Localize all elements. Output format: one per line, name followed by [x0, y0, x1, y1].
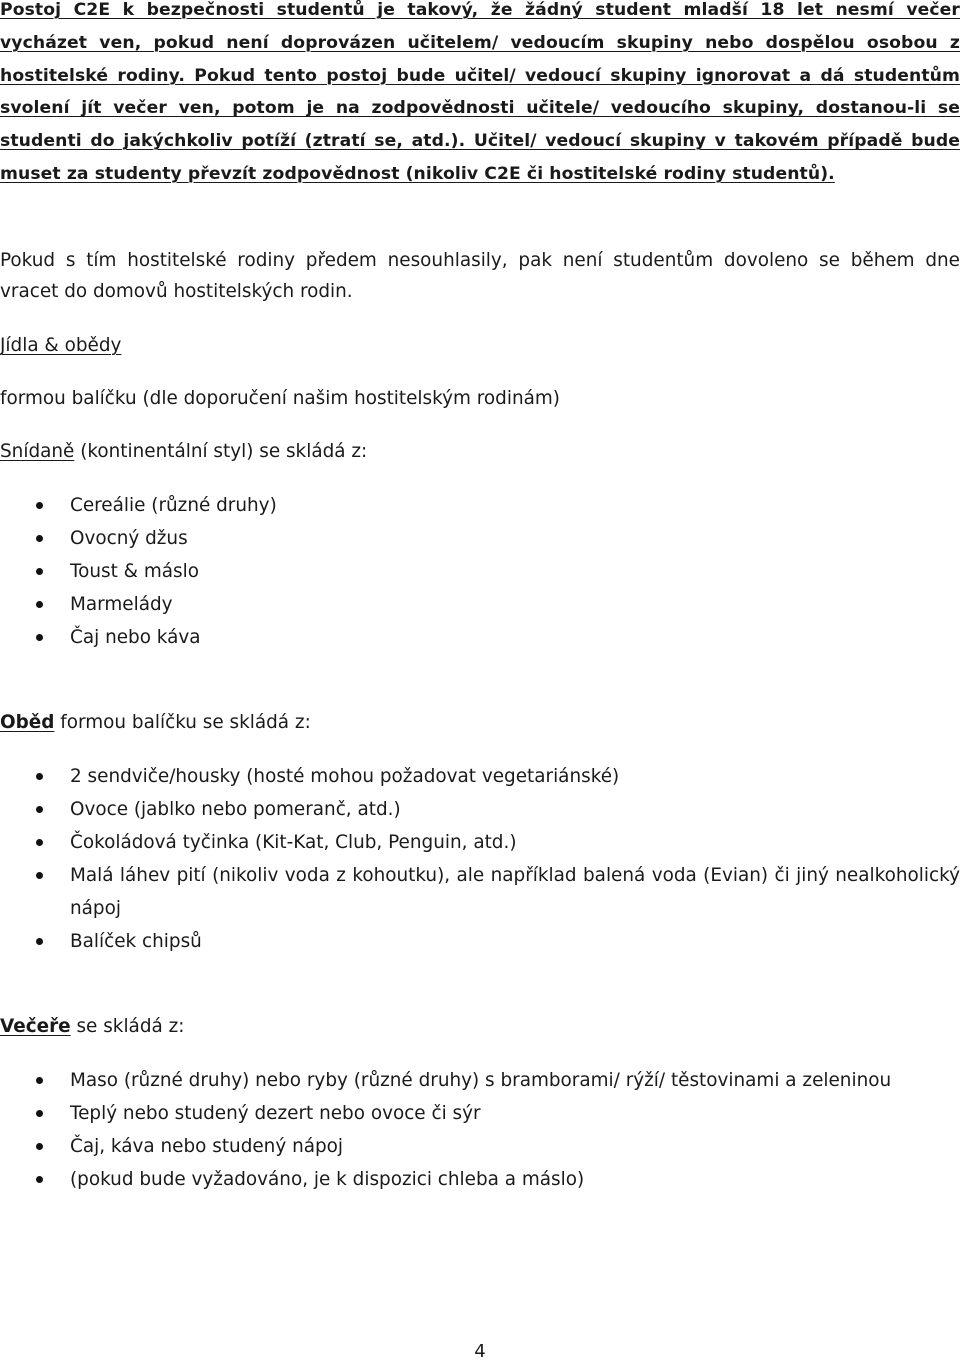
list-item: 2 sendviče/housky (hosté mohou požadovat vegetariánské)	[0, 760, 960, 793]
bullet-icon	[36, 568, 43, 575]
bullet-icon	[36, 535, 43, 542]
lunch-label: Oběd	[0, 712, 55, 733]
breakfast-heading	[0, 440, 367, 464]
list-item: Čokoládová tyčinka (Kit-Kat, Club, Penguin, atd.)	[0, 826, 960, 859]
bullet-icon	[36, 1077, 43, 1084]
dinner-heading	[0, 1015, 184, 1039]
lunch-heading	[0, 711, 311, 735]
bullet-icon	[36, 1143, 43, 1150]
safety-policy-underlined-text: Postoj C2E k bezpečnosti studentů je takový, že žádný student mladší 18 let nesmí večer vycházet ven, pokud není doprovázen učitelem/ vedoucím skupiny nebo dospělou osobou z hostitelské rodiny.	[0, 0, 960, 86]
bullet-icon	[36, 1110, 43, 1117]
bullet-icon	[36, 806, 43, 813]
page-number: 4	[474, 1341, 486, 1362]
bullet-icon	[36, 938, 43, 945]
bullet-icon	[36, 601, 43, 608]
list-item: Čaj, káva nebo studený nápoj	[0, 1130, 960, 1163]
list-item: (pokud bude vyžadováno, je k dispozici chleba a máslo)	[0, 1163, 960, 1196]
bullet-icon	[36, 773, 43, 780]
meals-heading-text: Jídla & obědy	[0, 335, 122, 356]
meals-subheading: formou balíčku (dle doporučení našim hostitelským rodinám)	[0, 388, 560, 409]
safety-policy-paragraph	[0, 0, 960, 191]
dinner-rest: se skládá z:	[70, 1016, 185, 1037]
list-item: Malá láhev pití (nikoliv voda z kohoutku), ale například balená voda (Evian) či jiný nealkoholický nápoj	[0, 859, 960, 925]
lunch-list	[0, 760, 960, 958]
list-item: Teplý nebo studený dezert nebo ovoce či sýr	[0, 1097, 960, 1130]
bullet-icon	[36, 872, 43, 879]
safety-policy-plain-text: Pokud tento postoj bude učitel/ vedoucí skupiny ignorovat a dá studentům svolení jít večer ven, potom je na zodpovědnosti učitele/ vedoucího skupiny, dostanou-li se studenti do jakýchkoliv potíží (ztratí se, atd.). Učitel/ vedoucí skupiny v takovém případě bude muset za studenty převzít zodpovědnost (nikoliv C2E či hostitelské rodiny studentů).	[0, 65, 960, 184]
dinner-list	[0, 1064, 960, 1196]
list-item: Čaj nebo káva	[0, 621, 960, 654]
list-item: Marmelády	[0, 588, 960, 621]
breakfast-rest: (kontinentální styl) se skládá z:	[74, 441, 368, 462]
list-item: Ovoce (jablko nebo pomeranč, atd.)	[0, 793, 960, 826]
host-home-return-paragraph: Pokud s tím hostitelské rodiny předem nesouhlasily, pak není studentům dovoleno se během dne vracet do domovů hostitelských rodin.	[0, 250, 960, 302]
breakfast-label: Snídaně	[0, 441, 75, 462]
list-item: Cereálie (různé druhy)	[0, 489, 960, 522]
list-item: Balíček chipsů	[0, 925, 960, 958]
meals-heading	[0, 334, 121, 358]
list-item: Maso (různé druhy) nebo ryby (různé druhy) s bramborami/ rýží/ těstovinami a zeleninou	[0, 1064, 960, 1097]
bullet-icon	[36, 839, 43, 846]
bullet-icon	[36, 634, 43, 641]
breakfast-list	[0, 489, 960, 654]
lunch-rest: formou balíčku se skládá z:	[54, 712, 311, 733]
bullet-icon	[36, 1176, 43, 1183]
dinner-label: Večeře	[0, 1016, 71, 1037]
list-item: Toust & máslo	[0, 555, 960, 588]
list-item: Ovocný džus	[0, 522, 960, 555]
bullet-icon	[36, 502, 43, 509]
